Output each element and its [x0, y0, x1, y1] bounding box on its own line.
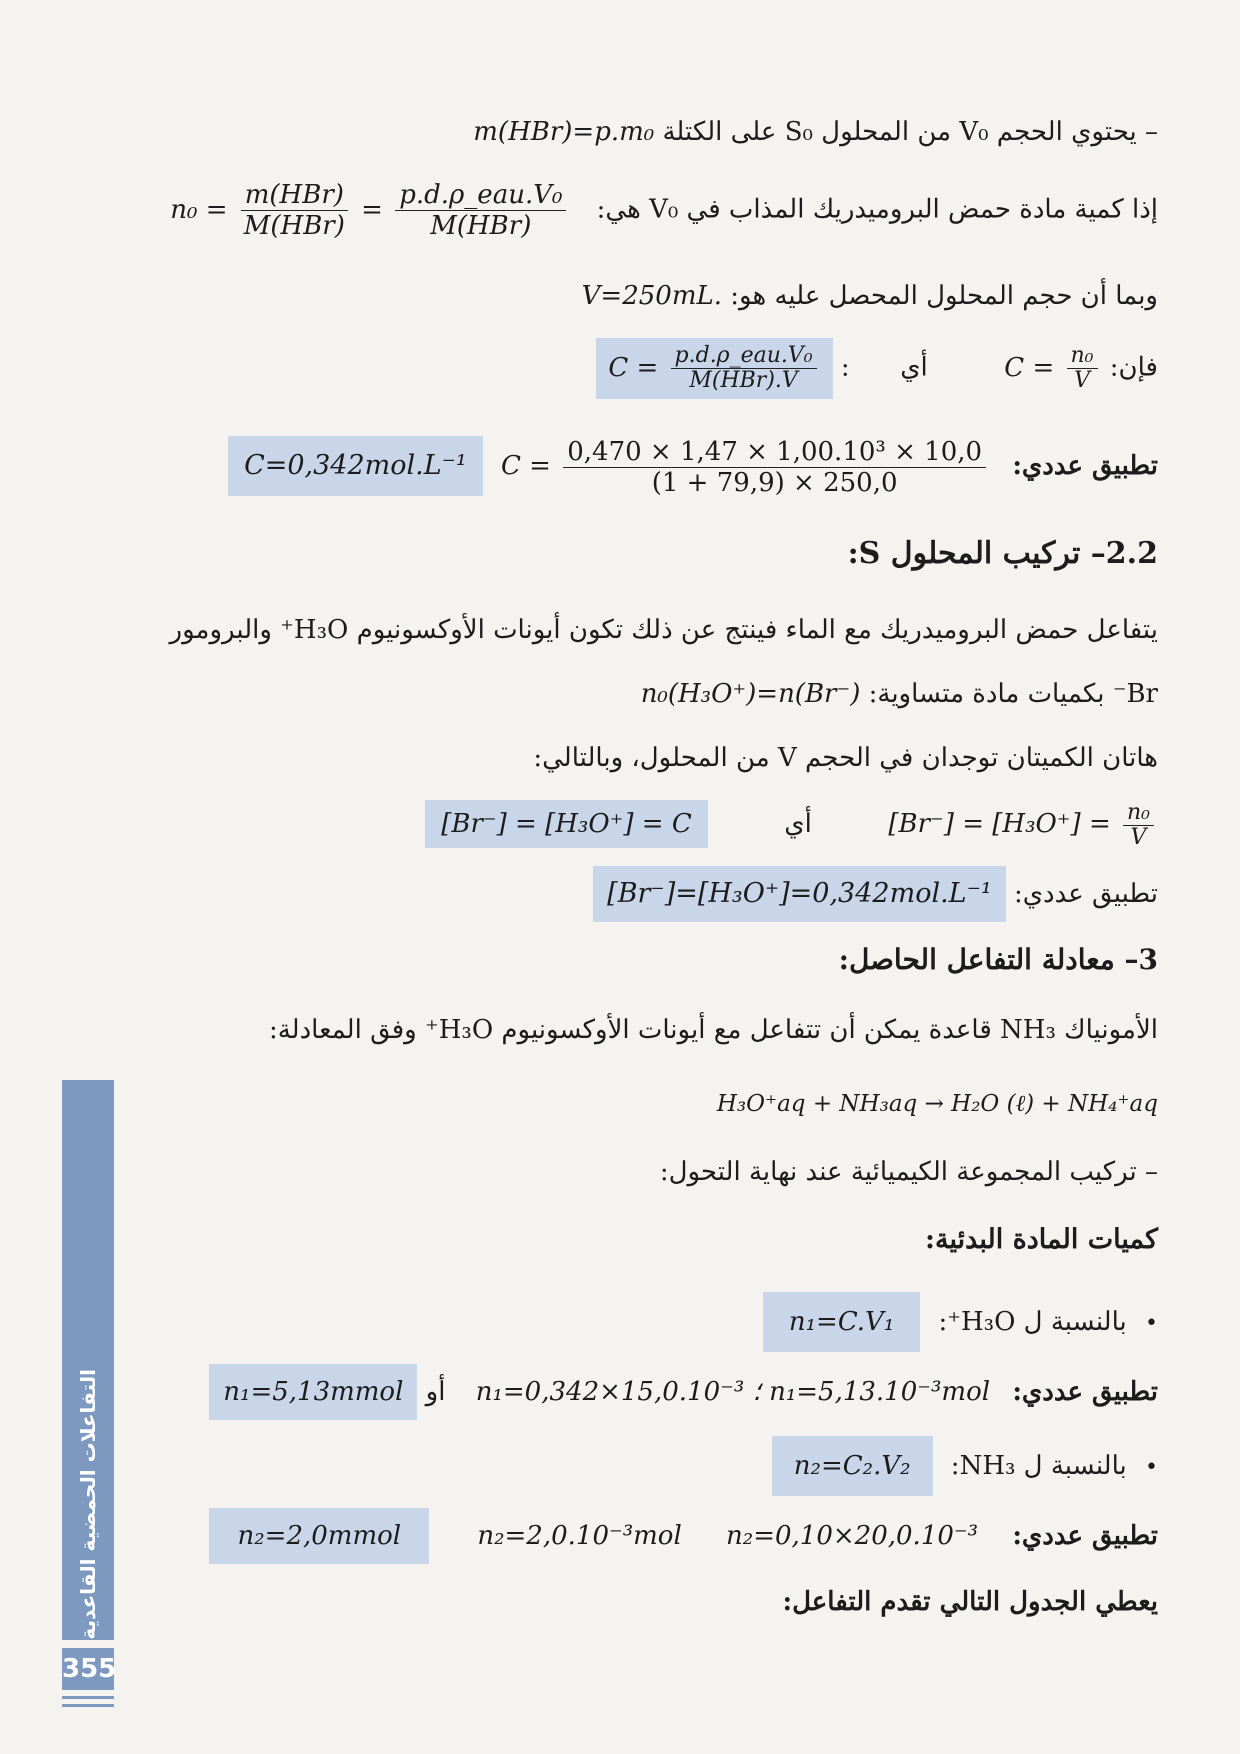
bracket-ay: أي — [784, 809, 812, 839]
n0-equals: = — [361, 194, 383, 225]
bracket-formula-2-highlight: [Br⁻] = [H₃O⁺] = C — [425, 800, 708, 848]
numeric-c-result: C=0,342mol.L⁻¹ — [228, 436, 483, 496]
section-heading-3: 3– معادلة التفاعل الحاصل: — [838, 943, 1158, 976]
heading-initial-amounts: كميات المادة البدئية: — [925, 1224, 1158, 1255]
n0-fraction-1 — [240, 180, 349, 241]
numeric-c-den: (1 + 79,9) × 250,0 — [651, 467, 898, 498]
numeric-n1-label: تطبيق عددي: — [1012, 1377, 1158, 1407]
conc-c1: C = — [1004, 352, 1055, 383]
numeric-n1-calc: n₁=0,342×15,0.10⁻³ ؛ n₁=5,13.10⁻³mol — [475, 1377, 991, 1407]
numeric-n2-label: تطبيق عددي: — [1012, 1521, 1158, 1551]
numeric-c-num: 0,470 × 1,47 × 1,00.10³ × 10,0 — [563, 437, 986, 468]
numeric-n1-result: n₁=5,13mmol — [209, 1364, 417, 1420]
bullet-h3o — [763, 1292, 1158, 1352]
line-volume — [582, 276, 1158, 316]
conc-formula-2-highlight — [596, 338, 832, 399]
page-number-rules — [62, 1696, 114, 1712]
conc-ay: أي — [900, 352, 928, 383]
numeric-n2-result: n₂=2,0mmol — [209, 1508, 429, 1564]
bracket-formula-1 — [888, 801, 1158, 850]
line-mass-text: – يحتوي الحجم V₀ من المحلول S₀ على الكتلة — [662, 117, 1158, 147]
bracket-fraction — [1123, 801, 1154, 850]
n0-fraction-2 — [395, 180, 566, 241]
conc-num-2: p.d.ρ_eau.V₀ — [671, 344, 817, 369]
bracket-den: V — [1130, 824, 1147, 850]
equation-text: H₃O⁺aq + NH₃aq → H₂O (ℓ) + NH₄⁺aq — [716, 1091, 1158, 1117]
conc-fraction-1 — [1067, 344, 1098, 393]
numeric-bracket-label: تطبيق عددي: — [1013, 879, 1158, 909]
numeric-c-formula — [228, 436, 990, 498]
conc-den-1: V — [1074, 368, 1090, 393]
conc-num-1: n₀ — [1067, 344, 1098, 369]
n0-formula — [170, 180, 570, 241]
section-heading-2-2: 2.2– تركيب المحلول S: — [847, 536, 1158, 571]
bullet-h3o-formula: n₁=C.V₁ — [763, 1292, 920, 1352]
numeric-n2-calc-1: n₂=0,10×20,0.10⁻³ — [726, 1521, 979, 1551]
para-composition: – تركيب المجموعة الكيميائية عند نهاية التحول: — [659, 1157, 1158, 1187]
numeric-c-fraction — [563, 437, 986, 498]
numeric-c-label: تطبيق عددي: — [1012, 451, 1158, 481]
para-volume-v: هاتان الكميتان توجدان في الحجم V من المحلول، وبالتالي: — [533, 743, 1158, 773]
line-numeric-n2 — [209, 1508, 1158, 1564]
line-mass — [473, 112, 1158, 152]
mass-formula: m(HBr)=p.m₀ — [473, 117, 655, 147]
bullet-dot-2: • — [1145, 1455, 1158, 1480]
bullet-nh3-text: بالنسبة ل NH₃: — [950, 1451, 1127, 1481]
line-numeric-c — [228, 436, 1158, 498]
n0-den-2: M(HBr) — [430, 211, 532, 241]
equal-amounts-formula: n₀(H₃O⁺)=n(Br⁻) — [640, 679, 861, 709]
n0-lhs: n₀ = — [170, 194, 228, 225]
bracket-num: n₀ — [1123, 801, 1154, 826]
numeric-n1-or: أو — [425, 1377, 446, 1407]
numeric-bracket-result: [Br⁻]=[H₃O⁺]=0,342mol.L⁻¹ — [593, 866, 1006, 922]
page-number: 355 — [62, 1648, 114, 1690]
reaction-equation — [717, 1084, 1158, 1124]
bullet-nh3-formula: n₂=C₂.V₂ — [772, 1436, 933, 1496]
conc-colon: : — [840, 352, 850, 383]
bullet-dot-1: • — [1145, 1311, 1158, 1336]
para-ammonia: الأمونياك NH₃ قاعدة يمكن أن تتفاعل مع أيونات الأوكسونيوم H₃O⁺ وفق المعادلة: — [268, 1015, 1158, 1045]
chapter-side-label — [62, 1080, 114, 1640]
conc-c2: C = — [608, 352, 659, 383]
line-n0 — [170, 180, 1158, 241]
line-bracket-equality — [425, 800, 1158, 850]
conc-den-2: M(HBr).V — [689, 368, 798, 393]
n0-num-2: p.d.ρ_eau.V₀ — [395, 180, 566, 211]
conc-formula-1 — [1004, 344, 1101, 393]
line-n0-text: إذا كمية مادة حمض البروميدريك المذاب في V₀ هي: — [596, 194, 1158, 225]
line-numeric-bracket — [593, 866, 1158, 922]
bullet-h3o-text: بالنسبة ل H₃O⁺: — [938, 1307, 1127, 1337]
chapter-title: التفاعلات الحمضية القاعدية — [76, 1369, 100, 1640]
numeric-n2-calc-2: n₂=2,0.10⁻³mol — [477, 1521, 682, 1551]
n0-num-1: m(HBr) — [241, 180, 348, 211]
line-numeric-n1 — [209, 1364, 1158, 1420]
conc-fraction-2 — [671, 344, 817, 393]
n0-den-1: M(HBr) — [243, 211, 345, 241]
equal-amounts-text: Br⁻ بكميات مادة متساوية: — [868, 679, 1158, 709]
line-conc-prefix: فإن: — [1109, 352, 1158, 383]
bracket-left: [Br⁻] = [H₃O⁺] = — [888, 809, 1111, 839]
line-volume-text: وبما أن حجم المحلول المحصل عليه هو: — [730, 281, 1158, 311]
line-concentration — [596, 338, 1158, 399]
para-reaction-water: يتفاعل حمض البروميدريك مع الماء فينتج عن ذلك تكون أيونات الأوكسونيوم H₃O⁺ والبرومور — [169, 615, 1158, 645]
bullet-nh3 — [772, 1436, 1158, 1496]
line-equal-amounts — [641, 674, 1158, 714]
volume-formula: V=250mL. — [581, 281, 723, 311]
numeric-c-lhs: C = — [501, 451, 551, 481]
para-progress-table: يعطي الجدول التالي تقدم التفاعل: — [782, 1587, 1158, 1617]
